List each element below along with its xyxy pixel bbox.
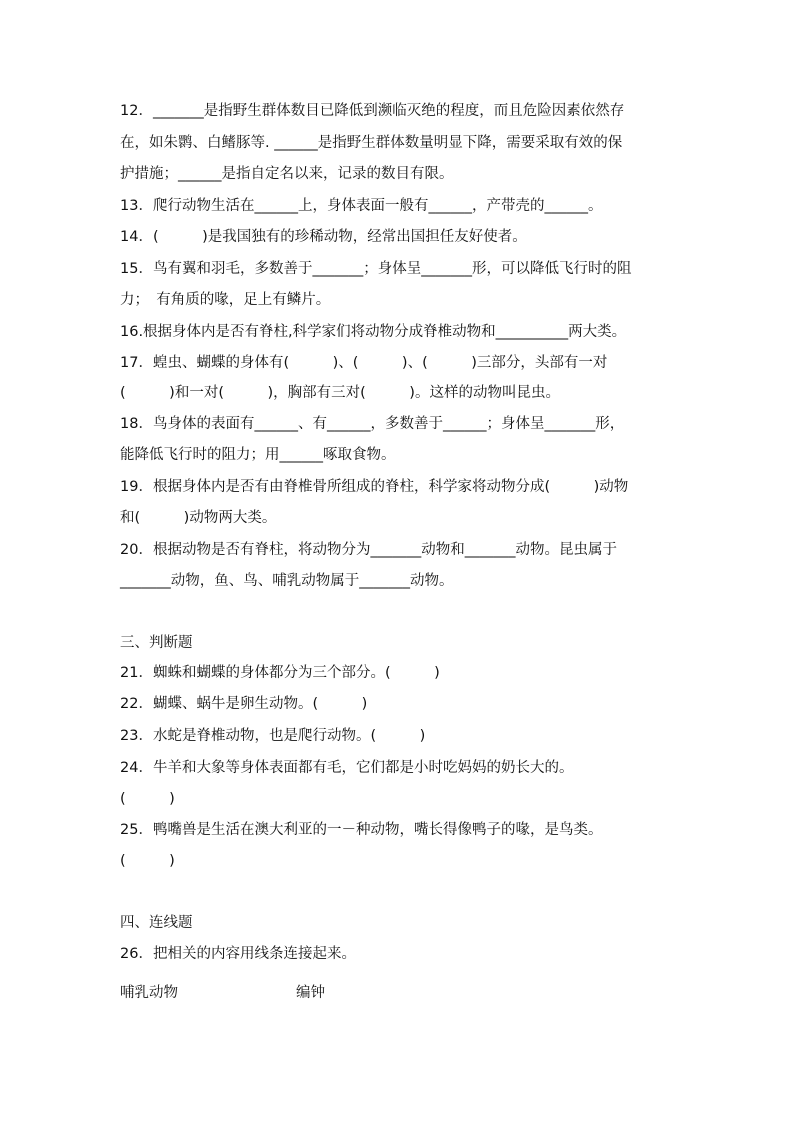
q17-line-2: ( )和一对( )，胸部有三对( )。这样的动物叫昆虫。 (120, 385, 560, 401)
q15-line-2: 力； 有角质的喙，足上有鳞片。 (120, 292, 331, 308)
q13-line: 13．爬行动物生活在______上，身体表面一般有______，产带壳的______。 (120, 198, 603, 214)
q18-line-1: 18．鸟身体的表面有______、有______，多数善于______；身体呈_______形， (120, 416, 625, 432)
q22-line: 22．蝴蝶、蜗牛是卵生动物。( ) (120, 696, 368, 712)
section-heading-judgement: 三、判断题 (120, 635, 193, 651)
match-right-item: 编钟 (296, 985, 325, 1001)
q16-line: 16.根据身体内是否有脊柱,科学家们将动物分成脊椎动物和__________两大类。 (120, 324, 627, 340)
q12-line-3: 护措施；______是指自定名以来，记录的数目有限。 (120, 166, 454, 182)
q17-line-1: 17．蝗虫、蝴蝶的身体有( )、( )、( )三部分，头部有一对 (120, 355, 608, 371)
section-heading-matching: 四、连线题 (120, 915, 193, 931)
q26-line: 26．把相关的内容用线条连接起来。 (120, 946, 356, 962)
match-left-item: 哺乳动物 (120, 985, 178, 1001)
q12-line-1: 12．_______是指野生群体数目已降低到濒临灭绝的程度，而且危险因素依然存 (120, 103, 625, 119)
q19-line-2: 和( )动物两大类。 (120, 510, 277, 526)
q18-line-2: 能降低飞行时的阻力；用______啄取食物。 (120, 447, 396, 463)
q24-line: 24．牛羊和大象等身体表面都有毛，它们都是小时吃妈妈的奶长大的。 (120, 760, 574, 776)
q25-answer: ( ) (120, 853, 175, 869)
q14-line: 14．( )是我国独有的珍稀动物，经常出国担任友好使者。 (120, 229, 527, 245)
q24-answer: ( ) (120, 791, 175, 807)
q25-line: 25．鸭嘴兽是生活在澳大利亚的一－种动物，嘴长得像鸭子的喙，是鸟类。 (120, 822, 603, 838)
q20-line-1: 20．根据动物是否有脊柱，将动物分为_______动物和_______动物。昆虫属于 (120, 542, 617, 558)
q19-line-1: 19．根据身体内是否有由脊椎骨所组成的脊柱，科学家将动物分成( )动物 (120, 479, 629, 495)
q21-line: 21．蜘蛛和蝴蝶的身体都分为三个部分。( ) (120, 665, 440, 681)
q23-line: 23．水蛇是脊椎动物，也是爬行动物。( ) (120, 728, 426, 744)
q12-line-2: 在，如朱鹮、白鳍豚等. ______是指野生群体数量明显下降，需要采取有效的保 (120, 135, 623, 151)
q20-line-2: _______动物，鱼、鸟、哺乳动物属于_______动物。 (120, 573, 454, 589)
q15-line-1: 15．鸟有翼和羽毛，多数善于_______；身体呈_______形，可以降低飞行时的阻 (120, 261, 632, 277)
